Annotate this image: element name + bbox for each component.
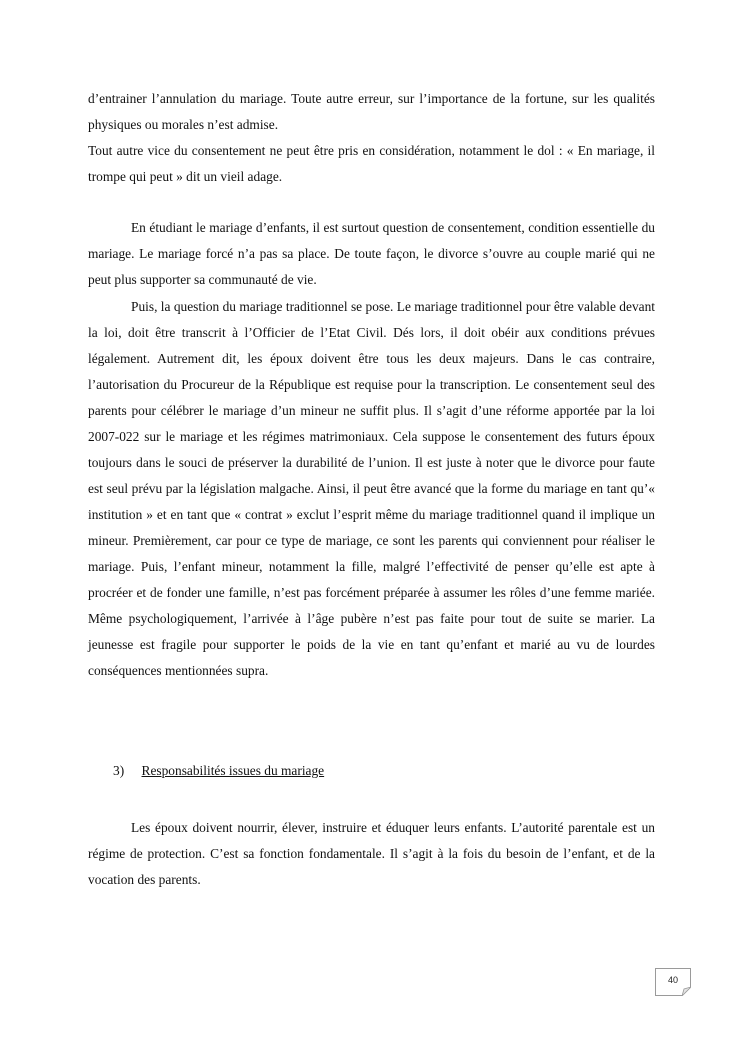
paragraph-parental-authority: Les époux doivent nourrir, élever, instruire et éduquer leurs enfants. L’autorité parentale est un régime de protection. C’est sa fonction fondamentale. Il s’agit à la fois du besoin de l’enfant, et de la vocation des parents. [88,820,655,887]
paragraph-consent-vice: Tout autre vice du consentement ne peut être pris en considération, notamment le dol : « En mariage, il trompe qui peut » dit un vieil adage. [88,143,655,184]
section-number: 3) [113,763,125,778]
section-title: Responsabilités issues du mariage [141,763,325,778]
paragraph-consent-error: d’entrainer l’annulation du mariage. Toute autre erreur, sur l’importance de la fortune, sur les qualités physiques ou morales n’est admise. [88,91,655,132]
page-number: 40 [667,975,678,985]
paragraph-child-marriage: En étudiant le mariage d’enfants, il est surtout question de consentement, condition essentielle du mariage. Le mariage forcé n’a pas sa place. De toute façon, le divorce s’ouvre au couple marié qui ne peut plus supporter sa communauté de vie. [88,220,655,287]
section-heading [113,758,324,784]
folded-corner-icon [682,987,691,996]
page-number-box [655,968,691,996]
paragraph-traditional-marriage: Puis, la question du mariage traditionnel se pose. Le mariage traditionnel pour être valable devant la loi, doit être transcrit à l’Officier de l’Etat Civil. Dés lors, il doit obéir aux conditions prévues légalement. Autrement dit, les époux doivent être tous les deux majeurs. Dans le cas contraire, l’autorisation du Procureur de la République est requise pour la transcription. Le consentement seul des parents pour célébrer le mariage d’un mineur ne suffit plus. Il s’agit d’une réforme apportée par la loi 2007-022 sur le mariage et les régimes matrimoniaux. Cela suppose le consentement des futurs époux toujours dans le souci de préserver la durabilité de l’union. Il est juste à noter que le divorce pour faute est seul prévu par la législation malgache. Ainsi, il peut être avancé que la forme du mariage en tant qu’« institution » et en tant que « contrat » exclut l’esprit même du mariage traditionnel quand il implique un mineur. Premièrement, car pour ce type de mariage, ce sont les parents qui conviennent pour réaliser le mariage. Puis, l’enfant mineur, notamment la fille, malgré l’effectivité de penser qu’elle est apte à procréer et de fonder une famille, n’est pas forcément préparée à assumer les rôles d’une femme mariée. Même psychologiquement, l’arrivée à l’âge pubère n’est pas faite pour tout de suite se marier. La jeunesse est fragile pour supporter le poids de la vie en tant qu’enfant et marié au vu de lourdes conséquences mentionnées supra. [88,299,655,678]
